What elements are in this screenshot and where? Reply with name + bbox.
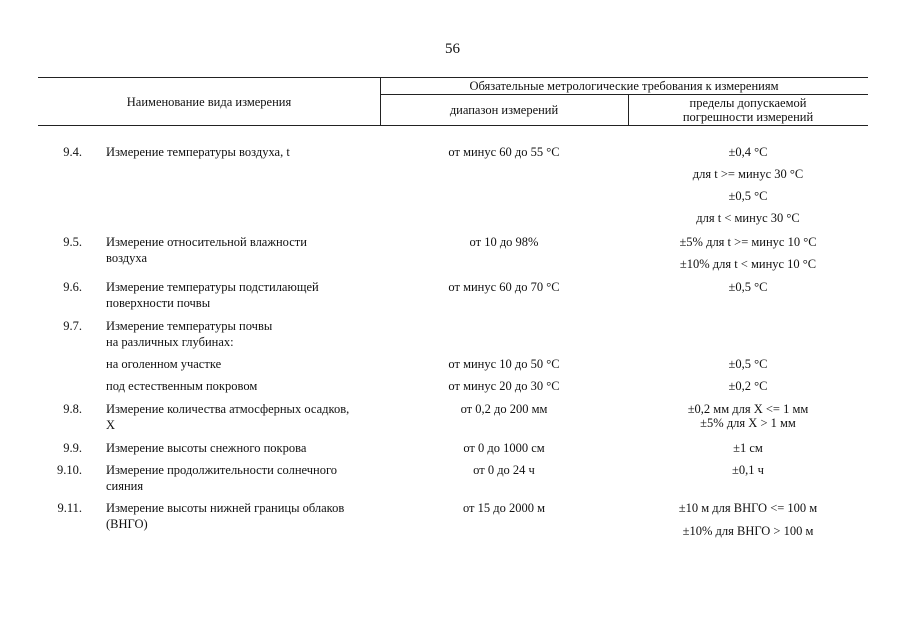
measurement-range: от минус 60 до 55 °С <box>448 145 560 159</box>
measurement-range: от 0,2 до 200 мм <box>460 402 548 416</box>
measurement-name: Измерение количества атмосферных осадков, <box>106 402 350 416</box>
measurement-name: (ВНГО) <box>106 517 148 531</box>
tolerance-value: ±10 м для ВНГО <= 100 м <box>678 501 818 515</box>
header-tolerance-line2: погрешности измерений <box>682 110 814 124</box>
header-range: диапазон измерений <box>449 103 559 117</box>
tolerance-value: ±0,4 °С <box>728 145 768 159</box>
tolerance-value: ±1 см <box>733 441 763 455</box>
measurement-name: воздуха <box>106 251 148 265</box>
header-requirements-group: Обязательные метрологические требования к измерениям <box>469 79 779 93</box>
header-tolerance-line1: пределы допускаемой <box>689 96 807 110</box>
measurement-name: Измерение температуры подстилающей <box>106 280 319 294</box>
measurement-range: от 0 до 1000 см <box>463 441 545 455</box>
row-number: 9.8. <box>63 402 82 416</box>
measurement-name: X <box>106 418 116 432</box>
row-number: 9.7. <box>63 319 82 333</box>
measurement-name: Измерение продолжительности солнечного <box>106 463 338 477</box>
tolerance-value: ±0,2 мм для X <= 1 мм <box>687 402 809 416</box>
tolerance-value: ±10% для ВНГО > 100 м <box>682 524 814 538</box>
row-number: 9.4. <box>63 145 82 159</box>
measurement-range: от минус 60 до 70 °С <box>448 280 560 294</box>
tolerance-value: ±5% для X > 1 мм <box>700 416 796 430</box>
tolerance-value: ±0,2 °С <box>728 379 768 393</box>
measurement-name: поверхности почвы <box>106 296 211 310</box>
row-number: 9.6. <box>63 280 82 294</box>
row-number: 9.11. <box>57 501 82 515</box>
row-number: 9.5. <box>63 235 82 249</box>
tolerance-value: для t < минус 30 °С <box>696 211 800 225</box>
tolerance-value: для t >= минус 30 °С <box>692 167 804 181</box>
tolerance-value: ±0,5 °С <box>728 280 768 294</box>
measurement-name: Измерение высоты снежного покрова <box>106 441 307 455</box>
measurement-name: Измерение высоты нижней границы облаков <box>106 501 345 515</box>
measurement-range: от 10 до 98% <box>469 235 539 249</box>
measurement-name: на оголенном участке <box>106 357 222 371</box>
measurement-name: Измерение относительной влажности <box>106 235 307 249</box>
header-measurement-type: Наименование вида измерения <box>126 95 292 109</box>
measurement-name: сияния <box>106 479 144 493</box>
measurement-name: Измерение температуры воздуха, t <box>106 145 290 159</box>
measurement-range: от 15 до 2000 м <box>462 501 546 515</box>
tolerance-value: ±0,5 °С <box>728 189 768 203</box>
tolerance-value: ±10% для t < минус 10 °С <box>679 257 817 271</box>
tolerance-value: ±0,5 °С <box>728 357 768 371</box>
measurement-range: от минус 20 до 30 °С <box>448 379 560 393</box>
tolerance-value: ±5% для t >= минус 10 °С <box>679 235 817 249</box>
measurement-range: от минус 10 до 50 °С <box>448 357 560 371</box>
measurement-range: от 0 до 24 ч <box>473 463 535 477</box>
tolerance-value: ±0,1 ч <box>732 463 764 477</box>
measurement-name: на различных глубинах: <box>106 335 234 349</box>
measurement-name: под естественным покровом <box>106 379 258 393</box>
measurement-name: Измерение температуры почвы <box>106 319 273 333</box>
page-number: 56 <box>445 41 460 57</box>
row-number: 9.10. <box>57 463 82 477</box>
row-number: 9.9. <box>63 441 82 455</box>
